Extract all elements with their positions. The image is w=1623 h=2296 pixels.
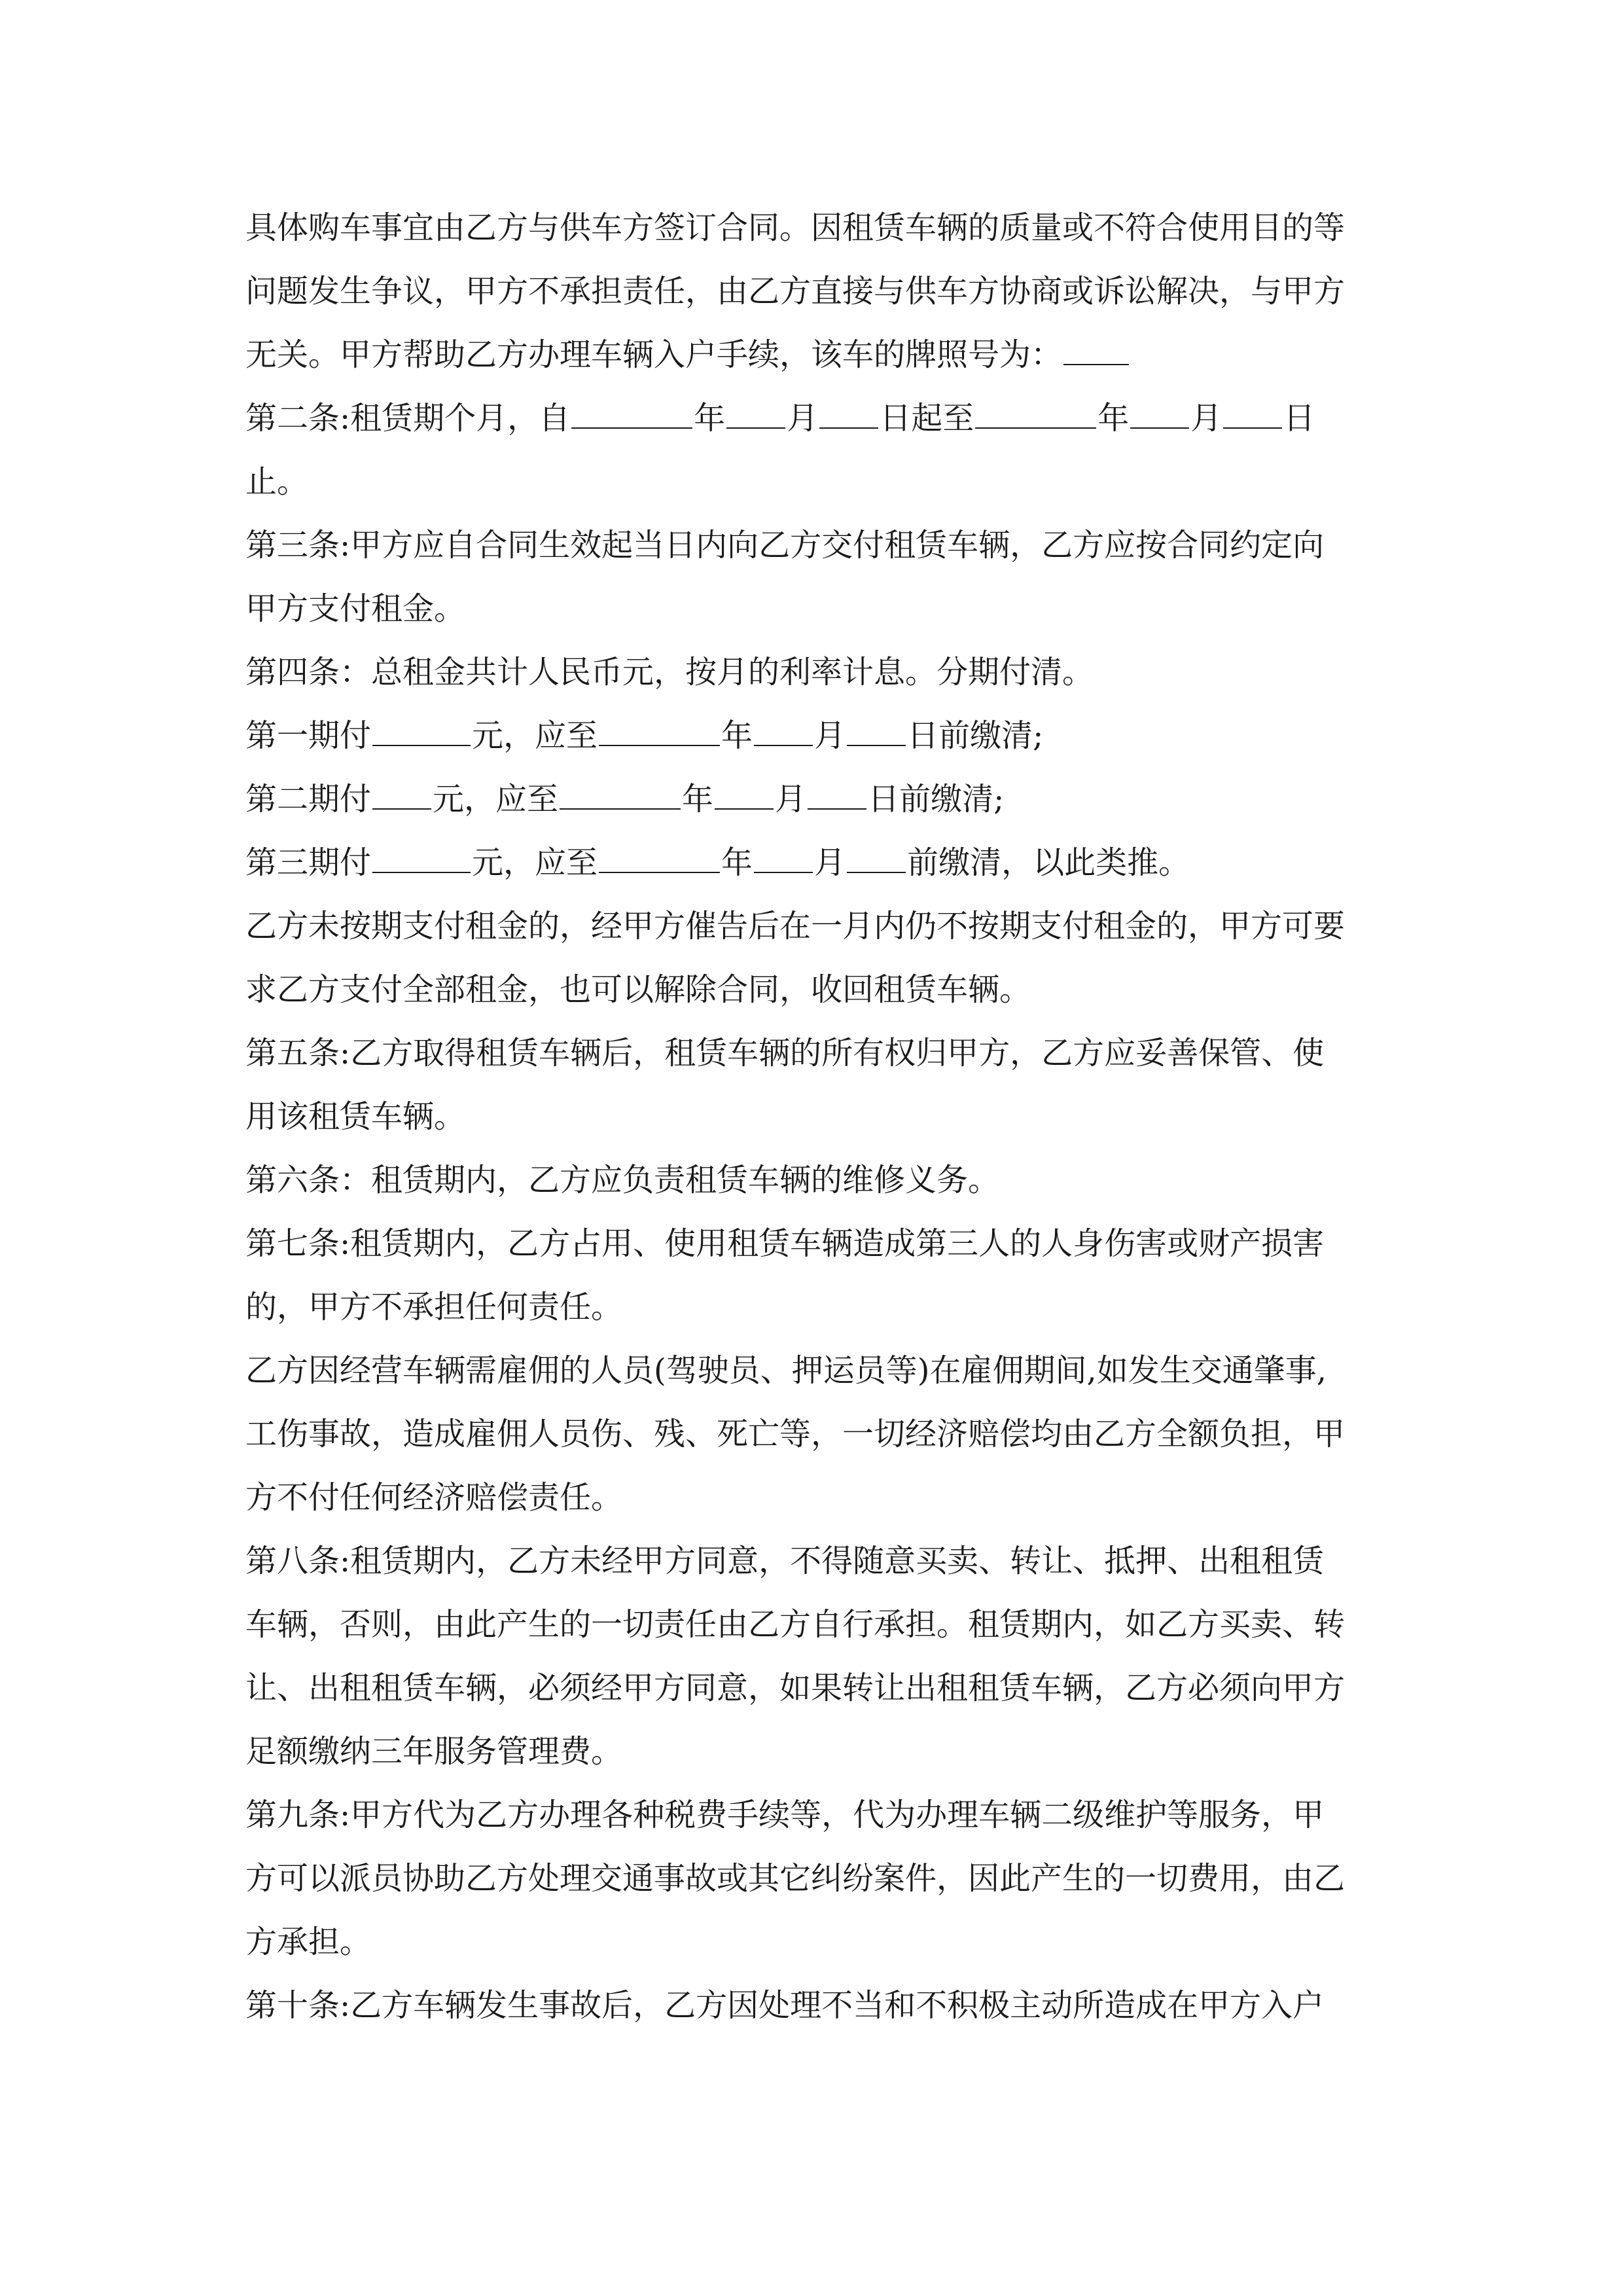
line-text: 止。 xyxy=(245,463,309,500)
year-blank xyxy=(599,719,720,746)
text-line xyxy=(245,895,1387,958)
text-line xyxy=(245,1466,1387,1530)
line-text: 日前缴清; xyxy=(868,781,1005,817)
text-line xyxy=(245,1403,1387,1466)
line-text: 的，甲方不承担任何责任。 xyxy=(245,1289,623,1325)
text-line xyxy=(245,323,1387,387)
text-line xyxy=(245,1657,1387,1720)
day-blank xyxy=(847,846,906,873)
installment-label: 第三期付 xyxy=(245,844,372,881)
yuan-label: 元，应至 xyxy=(433,781,559,817)
line-text: 第八条:租赁期内，乙方未经甲方同意，不得随意买卖、转让、抵押、出租租赁 xyxy=(245,1543,1325,1579)
year-blank xyxy=(975,401,1096,429)
text-line xyxy=(245,1593,1387,1657)
text-line xyxy=(245,1339,1387,1403)
line-text: 具体购车事宜由乙方与供车方签订合同。因租赁车辆的质量或不符合使用目的等 xyxy=(245,209,1346,246)
license-plate-blank xyxy=(1063,338,1129,365)
month-label: 月 xyxy=(775,781,807,817)
year-label: 年 xyxy=(682,781,714,817)
day-label: 日起至 xyxy=(880,400,974,437)
line-text: 第七条:租赁期内，乙方占用、使用租赁车辆造成第三人的人身伤害或财产损害 xyxy=(245,1225,1325,1262)
line-text: 工伤事故，造成雇佣人员伤、残、死亡等，一切经济赔偿均由乙方全额负担，甲 xyxy=(245,1416,1346,1452)
text-line xyxy=(245,577,1387,641)
line-text: 甲方支付租金。 xyxy=(245,590,466,627)
month-blank xyxy=(754,719,813,746)
month-label: 月 xyxy=(814,844,846,881)
year-blank xyxy=(560,782,681,810)
article-7-line xyxy=(245,1212,1387,1276)
year-blank xyxy=(571,401,692,429)
year-label: 年 xyxy=(721,844,753,881)
amount-blank xyxy=(372,719,471,746)
line-text: 第六条：租赁期内，乙方应负责租赁车辆的维修义务。 xyxy=(245,1162,1000,1198)
installment-label: 第二期付 xyxy=(245,781,372,817)
month-label: 月 xyxy=(787,400,819,437)
month-label: 月 xyxy=(1190,400,1222,437)
month-label: 月 xyxy=(814,717,846,754)
contract-body xyxy=(245,196,1387,2037)
yuan-label: 元，应至 xyxy=(472,717,598,754)
month-blank xyxy=(715,782,774,810)
month-blank xyxy=(754,846,813,873)
text-line xyxy=(245,958,1387,1022)
line-text: 第五条:乙方取得租赁车辆后，租赁车辆的所有权归甲方，乙方应妥善保管、使 xyxy=(245,1035,1325,1071)
text-line xyxy=(245,450,1387,514)
line-text: 第三条:甲方应自合同生效起当日内向乙方交付租赁车辆，乙方应按合同约定向 xyxy=(245,527,1325,564)
article-5-line xyxy=(245,1022,1387,1085)
text-line xyxy=(245,260,1387,323)
yuan-label: 元，应至 xyxy=(472,844,598,881)
line-text: 第四条：总租金共计人民币元，按月的利率计息。分期付清。 xyxy=(245,654,1094,691)
line-text: 让、出租租赁车辆，必须经甲方同意，如果转让出租租赁车辆，乙方必须向甲方 xyxy=(245,1670,1346,1706)
line-text: 方不付任何经济赔偿责任。 xyxy=(245,1479,623,1516)
year-label: 年 xyxy=(694,400,726,437)
text-line xyxy=(245,1276,1387,1339)
month-blank xyxy=(1130,401,1189,429)
article-2-line xyxy=(245,387,1387,450)
line-text: 求乙方支付全部租金，也可以解除合同，收回租赁车辆。 xyxy=(245,971,1031,1008)
line-text: 前缴清，以此类推。 xyxy=(907,844,1190,881)
line-text: 方承担。 xyxy=(245,1924,372,1960)
month-blank xyxy=(726,401,785,429)
line-text: 方可以派员协助乙方处理交通事故或其它纠纷案件，因此产生的一切费用，由乙 xyxy=(245,1860,1346,1897)
text-line xyxy=(245,196,1387,260)
article-3-line xyxy=(245,514,1387,577)
amount-blank xyxy=(372,846,471,873)
year-label: 年 xyxy=(1097,400,1130,437)
text-line xyxy=(245,1847,1387,1910)
day-label: 日 xyxy=(1283,400,1315,437)
amount-blank xyxy=(372,782,431,810)
article-4-line xyxy=(245,641,1387,704)
day-blank xyxy=(808,782,866,810)
line-text: 车辆，否则，由此产生的一切责任由乙方自行承担。租赁期内，如乙方买卖、转 xyxy=(245,1606,1346,1643)
line-text: 乙方因经营车辆需雇佣的人员(驾驶员、押运员等)在雇佣期间,如发生交通肇事, xyxy=(245,1352,1327,1389)
article-6-line xyxy=(245,1149,1387,1212)
line-text: 乙方未按期支付租金的，经甲方催告后在一月内仍不按期支付租金的，甲方可要 xyxy=(245,908,1346,944)
installment-label: 第一期付 xyxy=(245,717,372,754)
line-text: 第十条:乙方车辆发生事故后，乙方因处理不当和不积极主动所造成在甲方入户 xyxy=(245,1987,1325,2024)
installment-3-line xyxy=(245,831,1387,895)
line-text: 第九条:甲方代为乙方办理各种税费手续等，代为办理车辆二级维护等服务，甲 xyxy=(245,1797,1325,1833)
text-line xyxy=(245,1910,1387,1974)
line-text: 问题发生争议，甲方不承担责任，由乙方直接与供车方协商或诉讼解决，与甲方 xyxy=(245,273,1346,310)
article-9-line xyxy=(245,1784,1387,1847)
article-2-text: 第二条:租赁期个月，自 xyxy=(245,400,571,437)
year-blank xyxy=(599,846,720,873)
line-text: 用该租赁车辆。 xyxy=(245,1098,466,1135)
day-blank xyxy=(847,719,906,746)
text-line xyxy=(245,1085,1387,1149)
day-blank xyxy=(819,401,878,429)
article-10-line xyxy=(245,1974,1387,2037)
line-text: 无关。甲方帮助乙方办理车辆入户手续，该车的牌照号为： xyxy=(245,336,1063,373)
line-text: 日前缴清; xyxy=(907,717,1044,754)
day-blank xyxy=(1223,401,1282,429)
article-8-line xyxy=(245,1530,1387,1593)
installment-2-line xyxy=(245,768,1387,831)
year-label: 年 xyxy=(721,717,753,754)
installment-1-line xyxy=(245,704,1387,768)
line-text: 足额缴纳三年服务管理费。 xyxy=(245,1733,623,1770)
text-line xyxy=(245,1720,1387,1784)
